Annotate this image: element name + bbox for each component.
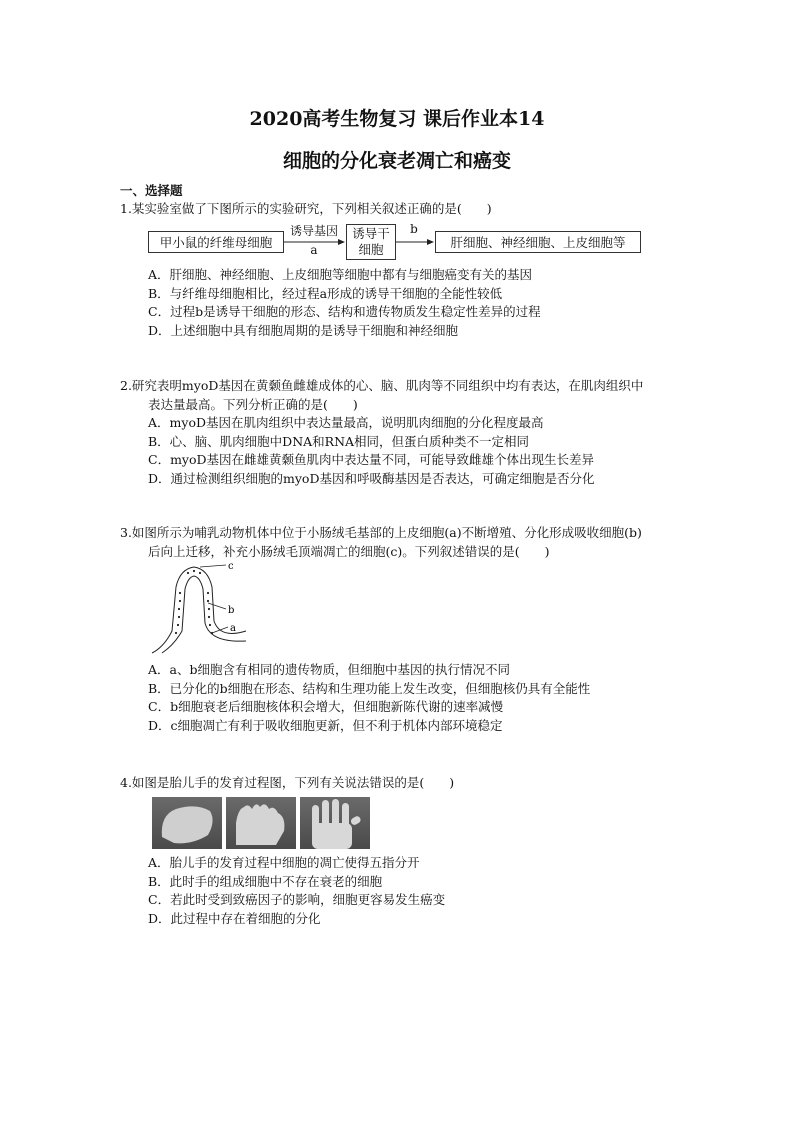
q1-option-b: B．与纤维母细胞相比，经过程a形成的诱导干细胞的全能性较低 (148, 285, 503, 301)
label-b: b (228, 605, 235, 616)
question-2-stem-line2: 表达量最高。下列分析正确的是( ) (148, 397, 358, 412)
q3-option-d: D．c细胞凋亡有利于吸收细胞更新，但不利于机体内部环境稳定 (148, 717, 503, 733)
section-heading: 一、选择题 (120, 183, 183, 198)
q3-option-c: C．b细胞衰老后细胞核体积会增大，但细胞新陈代谢的速率减慢 (148, 699, 504, 714)
fibroblast-box: 甲小鼠的纤维母细胞 (148, 231, 284, 253)
q1-option-a: A．肝细胞、神经细胞、上皮细胞等细胞中都有与细胞癌变有关的基因 (148, 267, 533, 282)
q2-option-c: C．myoD基因在雌雄黄颡鱼肌肉中表达量不同，可能导致雌雄个体出现生长差异 (148, 452, 595, 467)
q3-option-b: B．已分化的b细胞在形态、结构和生理功能上发生改变，但细胞核仍具有全能性 (148, 680, 591, 696)
ips-box-line2: 细胞 (358, 242, 384, 257)
pointer-a (212, 627, 228, 633)
question-3 (120, 523, 720, 561)
arrow-a-bottom-label: a (310, 243, 318, 257)
label-c: c (228, 561, 234, 572)
q1-option-c: C．过程b是诱导干细胞的形态、结构和遗传物质发生稳定性差异的过程 (148, 304, 541, 319)
ips-cell-box (346, 224, 396, 260)
question-3-stem-line1: 3.如图所示为哺乳动物机体中位于小肠绒毛基部的上皮细胞(a)不断增殖、分化形成吸收细胞(b) (120, 525, 642, 540)
question-4-stem: 4.如图是胎儿手的发育过程图，下列有关说法错误的是( ) (120, 775, 455, 790)
q3-option-a: A．a、b细胞含有相同的遗传物质，但细胞中基因的执行情况不同 (148, 662, 510, 677)
q4-option-a: A．胎儿手的发育过程中细胞的凋亡使得五指分开 (148, 855, 420, 870)
q4-option-d: D．此过程中存在着细胞的分化 (148, 910, 321, 926)
question-1 (120, 199, 710, 218)
ips-box-line1: 诱导干 (352, 226, 390, 241)
pointer-c (200, 565, 226, 567)
question-4-options (120, 854, 710, 928)
question-3-options (120, 661, 720, 735)
pointer-b (208, 603, 226, 609)
question-2 (120, 376, 720, 488)
question-1-stem: 1.某实验室做了下图所示的实验研究，下列相关叙述正确的是( ) (120, 201, 492, 216)
q1-option-d: D．上述细胞中具有细胞周期的是诱导干细胞和神经细胞 (148, 322, 459, 338)
q2-option-a: A．myoD基因在肌肉组织中表达量最高，说明肌肉细胞的分化程度最高 (148, 415, 544, 430)
differentiated-cells-box: 肝细胞、神经细胞、上皮细胞等 (435, 231, 641, 253)
q1-flow-diagram (148, 224, 648, 260)
question-4 (120, 773, 710, 792)
label-a: a (230, 623, 236, 634)
question-1-options (120, 266, 710, 340)
intestinal-villus-diagram (150, 561, 250, 657)
fetal-hand-photos (152, 797, 370, 849)
arrow-b-label: b (410, 222, 418, 236)
arrow-b-head (427, 239, 434, 245)
question-2-stem-line1: 2.研究表明myoD基因在黄颡鱼雌雄成体的心、脑、肌肉等不同组织中均有表达，在肌肉组织中 (120, 378, 644, 393)
q4-option-c: C．若此时受到致癌因子的影响，细胞更容易发生癌变 (148, 892, 446, 907)
q2-option-d: D．通过检测组织细胞的myoD基因和呼吸酶基因是否表达，可确定细胞是否分化 (148, 470, 595, 486)
document-subtitle: 细胞的分化衰老凋亡和癌变 (282, 150, 511, 172)
document-title: 2020高考生物复习 课后作业本14 (249, 108, 545, 130)
arrow-a-top-label: 诱导基因 (289, 224, 338, 238)
q2-option-b: B．心、脑、肌肉细胞中DNA和RNA相同，但蛋白质种类不一定相同 (148, 433, 530, 449)
question-3-stem-line2: 后向上迁移，补充小肠绒毛顶端凋亡的细胞(c)。下列叙述错误的是( ) (148, 544, 550, 559)
villus-nuclei (175, 570, 213, 634)
q4-option-b: B．此时手的组成细胞中不存在衰老的细胞 (148, 873, 383, 889)
